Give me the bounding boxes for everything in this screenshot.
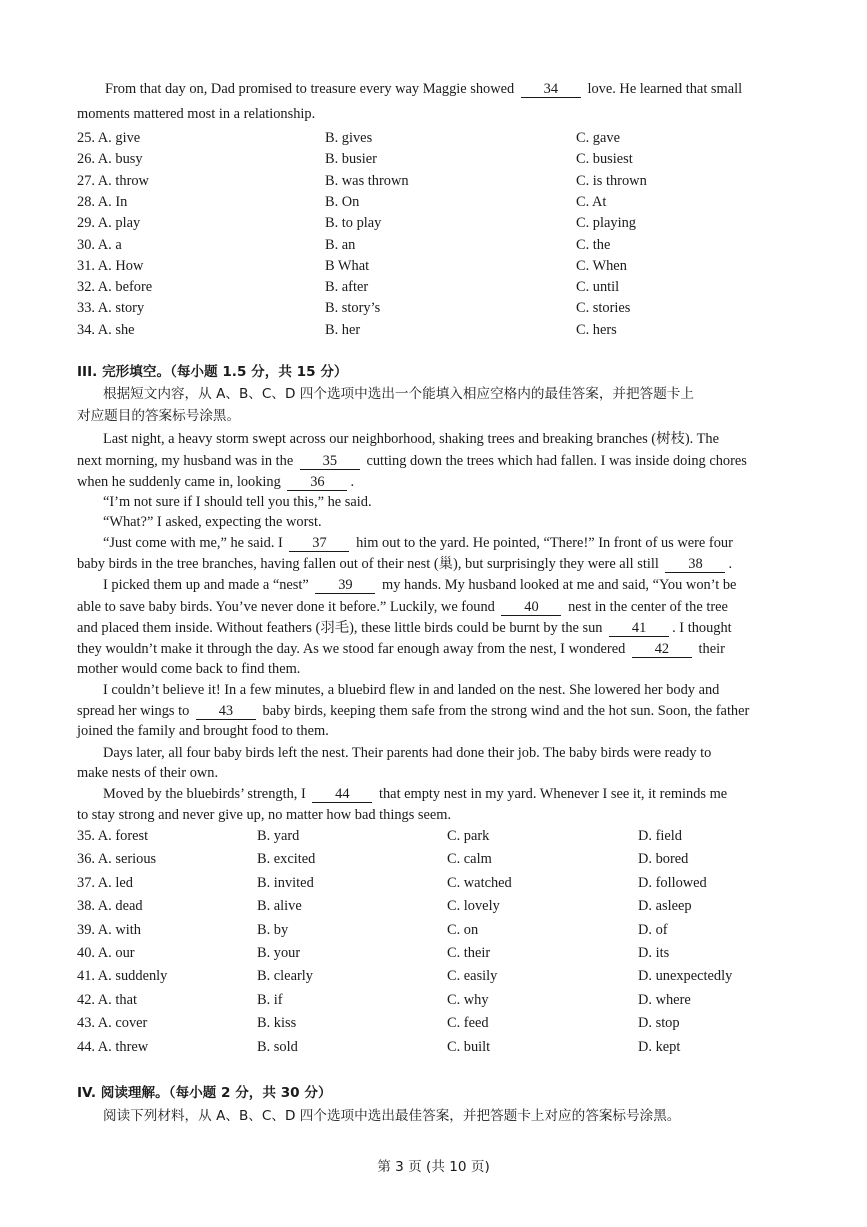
option-choice: 29. A. play (77, 215, 141, 232)
option-choice: C. why (447, 991, 489, 1008)
option-choice: B. her (325, 321, 361, 338)
page-footer: 第 3 页 (共 10 页) (377, 1159, 490, 1175)
option-choice: C. is thrown (576, 172, 647, 189)
blank-44: 44 (312, 787, 372, 803)
blank-38: 38 (665, 557, 725, 573)
passage-line: “What?” I asked, expecting the worst. (103, 514, 322, 530)
option-choice: C. hers (576, 321, 617, 338)
blank-39: 39 (315, 578, 375, 594)
option-choice: B. busier (325, 151, 377, 168)
blank-35: 35 (300, 454, 360, 470)
option-choice: B. story’s (325, 300, 381, 317)
option-choice: C. on (447, 921, 479, 938)
option-choice: B. your (257, 945, 301, 961)
passage-line: I picked them up and made a “nest” 39 my hands. My husband looked at me and said, “You won’t be (103, 577, 737, 593)
option-choice: B. clearly (257, 968, 313, 985)
option-choice: D. unexpectedly (638, 968, 733, 985)
option-choice: B. yard (257, 828, 300, 844)
option-choice: 36. A. serious (77, 851, 157, 868)
blank-43: 43 (196, 704, 256, 720)
option-choice: C. their (447, 945, 491, 961)
passage-line: Last night, a heavy storm swept across our neighborhood, shaking trees and breaking branches (树枝). The (103, 431, 719, 447)
instructions: 阅读下列材料，从 A、B、C、D 四个选项中选出最佳答案，并把答题卡上对应的答案标号涂黑。 (103, 1108, 681, 1124)
option-choice: 32. A. before (77, 279, 153, 296)
option-choice: C. lovely (447, 898, 500, 915)
blank-41: 41 (609, 621, 669, 637)
passage-line: next morning, my husband was in the 35 cutting down the trees which had fallen. I was inside doing chores (77, 453, 747, 469)
option-choice: B. invited (257, 874, 314, 891)
option-choice: D. field (638, 828, 682, 844)
option-choice: 26. A. busy (77, 151, 143, 168)
option-choice: B. by (257, 921, 289, 938)
option-choice: D. kept (638, 1038, 681, 1055)
passage-line: Days later, all four baby birds left the nest. Their parents had done their job. The baby birds were ready to (103, 745, 712, 761)
option-choice: B. excited (257, 851, 316, 868)
passage-line: make nests of their own. (77, 765, 219, 781)
option-choice: C. built (447, 1038, 491, 1055)
option-choice: C. easily (447, 968, 498, 985)
option-choice: 38. A. dead (77, 898, 143, 915)
option-choice: C. the (576, 236, 611, 253)
option-choice: 31. A. How (77, 257, 144, 274)
instructions: 对应题目的答案标号涂黑。 (77, 408, 241, 424)
passage-line: Moved by the bluebirds’ strength, I 44 that empty nest in my yard. Whenever I see it, it reminds me (103, 786, 728, 802)
option-choice: B. was thrown (325, 172, 409, 189)
passage-line: From that day on, Dad promised to treasure every way Maggie showed 34 love. He learned that small (105, 81, 743, 97)
option-choice: C. stories (576, 300, 631, 317)
option-choice: C. watched (447, 874, 512, 891)
option-choice: B. to play (325, 215, 382, 232)
option-choice: 28. A. In (77, 193, 128, 210)
option-choice: D. of (638, 921, 668, 938)
passage-line: joined the family and brought food to them. (77, 723, 329, 739)
option-choice: C. until (576, 279, 620, 296)
option-choice: D. followed (638, 874, 707, 891)
passage-line: to stay strong and never give up, no matter how bad things seem. (77, 807, 452, 823)
option-choice: 34. A. she (77, 321, 135, 338)
option-choice: 35. A. forest (77, 828, 149, 844)
option-choice: B. alive (257, 898, 302, 915)
option-choice: 42. A. that (77, 991, 137, 1008)
option-choice: C. feed (447, 1015, 489, 1032)
option-choice: 39. A. with (77, 921, 141, 938)
option-choice: 27. A. throw (77, 172, 149, 189)
option-choice: 25. A. give (77, 130, 141, 146)
option-choice: B. gives (325, 130, 373, 146)
section-title: IV. 阅读理解。（每小题 2 分，共 30 分） (77, 1085, 332, 1101)
instructions: 根据短文内容，从 A、B、C、D 四个选项中选出一个能填入相应空格内的最佳答案，并把答题卡上 (103, 386, 694, 402)
option-choice: B. an (325, 236, 356, 253)
option-choice: 30. A. a (77, 236, 122, 253)
passage-line: “Just come with me,” he said. I 37 him out to the yard. He pointed, “There!” In front of us were four (103, 535, 733, 551)
option-choice: D. stop (638, 1015, 680, 1032)
passage-line: baby birds in the tree branches, having fallen out of their nest (巢), but surprisingly they were all still 38 . (77, 556, 733, 572)
option-choice: C. busiest (576, 151, 633, 168)
passage-line: “I’m not sure if I should tell you this,” he said. (103, 494, 372, 510)
option-choice: B What (325, 257, 370, 274)
blank-42: 42 (632, 642, 692, 658)
passage-line: moments mattered most in a relationship. (77, 106, 316, 122)
option-choice: B. if (257, 991, 283, 1008)
option-choice: D. its (638, 945, 670, 961)
option-choice: C. park (447, 828, 490, 844)
passage-line: when he suddenly came in, looking 36 . (77, 474, 355, 490)
passage-line: and placed them inside. Without feathers (羽毛), these little birds could be burnt by the sun 41 . I thought (77, 620, 732, 636)
passage-line: mother would come back to find them. (77, 661, 301, 677)
option-choice: C. gave (576, 130, 620, 146)
passage-line: I couldn’t believe it! In a few minutes, a bluebird flew in and landed on the nest. She lowered her body and (103, 682, 720, 698)
option-choice: 37. A. led (77, 874, 133, 891)
option-choice: C. When (576, 257, 627, 274)
option-choice: 43. A. cover (77, 1015, 148, 1032)
option-choice: D. where (638, 991, 691, 1008)
passage-line: they wouldn’t make it through the day. As we stood far enough away from the nest, I wondered 42 their (77, 641, 725, 657)
blank-36: 36 (287, 475, 347, 491)
option-choice: B. sold (257, 1038, 298, 1055)
passage-line: spread her wings to 43 baby birds, keeping them safe from the strong wind and the hot sun. Soon, the father (77, 703, 750, 719)
option-choice: 44. A. threw (77, 1038, 149, 1055)
passage-line: able to save baby birds. You’ve never done it before.” Luckily, we found 40 nest in the center of the tree (77, 599, 728, 615)
option-choice: C. playing (576, 215, 636, 232)
option-choice: D. bored (638, 851, 689, 868)
option-choice: 40. A. our (77, 945, 135, 961)
option-choice: C. At (576, 193, 607, 210)
option-choice: 41. A. suddenly (77, 968, 168, 985)
blank-34: 34 (521, 82, 581, 98)
option-choice: 33. A. story (77, 300, 145, 317)
option-choice: C. calm (447, 851, 492, 868)
option-choice: D. asleep (638, 898, 692, 915)
option-choice: B. after (325, 279, 369, 296)
option-choice: B. kiss (257, 1015, 297, 1032)
section-title: III. 完形填空。（每小题 1.5 分，共 15 分） (77, 364, 348, 380)
option-choice: B. On (325, 193, 360, 210)
blank-37: 37 (289, 536, 349, 552)
blank-40: 40 (501, 600, 561, 616)
